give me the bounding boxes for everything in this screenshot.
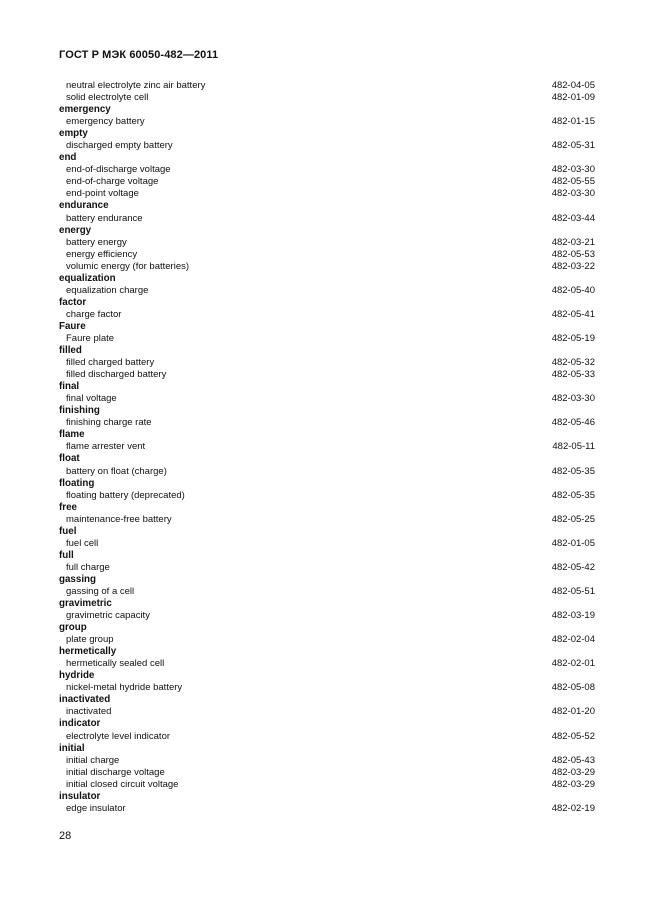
heading-term: factor [59,296,87,308]
index-entry [59,261,595,273]
index-entry [59,188,595,200]
heading-term: gravimetric [59,598,112,610]
entry-term: initial charge [66,754,120,766]
entry-reference-number: 482-03-30 [551,188,595,200]
heading-term: fuel [59,525,77,537]
index-entry [59,706,595,718]
heading-term: empty [59,128,88,140]
index-entry [59,779,595,791]
entry-term: plate group [66,634,114,646]
heading-term: initial [59,742,85,754]
entry-term: edge insulator [66,802,126,814]
index-heading [59,718,595,730]
index-heading [59,321,595,333]
index-entry [59,80,595,92]
entry-term: energy efficiency [66,248,138,260]
index-heading [59,429,595,441]
entry-reference-number: 482-03-21 [551,236,595,248]
entry-term: end-point voltage [66,188,139,200]
heading-term: free [59,501,77,513]
index-heading [59,152,595,164]
index-heading [59,405,595,417]
entry-term: emergency battery [66,116,145,128]
entry-reference-number: 482-03-22 [551,260,595,272]
index-heading [59,670,595,682]
entry-reference-number: 482-05-46 [551,417,595,429]
index-entry [59,586,595,598]
heading-term: emergency [59,104,111,116]
entry-term: final voltage [66,393,117,405]
heading-term: Faure [59,320,86,332]
entry-reference-number: 482-04-05 [551,80,595,91]
index-entry [59,393,595,405]
entry-reference-number: 482-05-32 [551,357,595,369]
index-heading [59,478,595,490]
index-entry [59,682,595,694]
heading-term: finishing [59,405,100,417]
entry-reference-number: 482-03-30 [551,164,595,176]
heading-term: float [59,453,80,465]
heading-term: inactivated [59,694,111,706]
index-entry [59,514,595,526]
entry-term: initial closed circuit voltage [66,778,179,790]
entry-term: equalization charge [66,284,149,296]
entry-term: Faure plate [66,332,115,344]
entry-reference-number: 482-03-29 [551,778,595,790]
entry-term: hermetically sealed cell [66,658,165,670]
index-heading [59,791,595,803]
term-index [59,80,595,815]
heading-term: full [59,549,74,561]
index-entry [59,309,595,321]
entry-term: inactivated [66,706,112,718]
heading-term: hermetically [59,646,117,658]
entry-term: finishing charge rate [66,417,152,429]
index-entry [59,116,595,128]
entry-reference-number: 482-01-15 [551,116,595,128]
entry-term: neutral electrolyte zinc air battery [66,80,206,91]
entry-reference-number: 482-02-19 [551,802,595,814]
index-entry [59,634,595,646]
index-heading [59,381,595,393]
entry-term: volumic energy (for batteries) [66,260,190,272]
entry-term: battery on float (charge) [66,465,167,477]
heading-term: group [59,622,87,634]
index-heading [59,273,595,285]
entry-term: filled charged battery [66,357,155,369]
index-heading [59,453,595,465]
index-heading [59,743,595,755]
heading-term: energy [59,224,92,236]
entry-term: discharged empty battery [66,140,173,152]
entry-reference-number: 482-05-08 [551,682,595,694]
entry-reference-number: 482-05-42 [551,561,595,573]
entry-reference-number: 482-05-51 [551,585,595,597]
index-entry [59,176,595,188]
entry-reference-number: 482-03-29 [551,766,595,778]
heading-term: equalization [59,272,116,284]
entry-reference-number: 482-05-35 [551,489,595,501]
index-entry [59,164,595,176]
index-entry [59,562,595,574]
index-entry [59,237,595,249]
page-number: 28 [59,830,72,842]
entry-reference-number: 482-01-09 [551,92,595,104]
entry-term: maintenance-free battery [66,513,172,525]
index-heading [59,502,595,514]
entry-reference-number: 482-05-25 [551,513,595,525]
index-entry [59,357,595,369]
index-entry [59,285,595,297]
entry-reference-number: 482-05-19 [551,332,595,344]
index-heading [59,200,595,212]
index-heading [59,574,595,586]
index-entry [59,610,595,622]
index-heading [59,550,595,562]
index-heading [59,128,595,140]
index-entry [59,466,595,478]
entry-reference-number: 482-03-44 [551,212,595,224]
index-entry [59,803,595,815]
entry-reference-number: 482-05-52 [551,730,595,742]
entry-reference-number: 482-05-41 [551,308,595,320]
entry-term: floating battery (deprecated) [66,489,185,501]
entry-reference-number: 482-01-05 [551,537,595,549]
entry-reference-number: 482-01-20 [551,706,595,718]
entry-term: gravimetric capacity [66,610,150,622]
entry-term: filled discharged battery [66,369,167,381]
index-entry [59,417,595,429]
entry-term: battery energy [66,236,127,248]
heading-term: floating [59,477,95,489]
index-entry [59,249,595,261]
heading-term: flame [59,429,85,441]
heading-term: filled [59,345,82,357]
heading-term: final [59,381,80,393]
entry-term: electrolyte level indicator [66,730,171,742]
index-entry [59,490,595,502]
index-heading [59,598,595,610]
entry-reference-number: 482-05-53 [551,248,595,260]
entry-term: flame arrester vent [66,441,146,453]
entry-reference-number: 482-02-04 [551,634,595,646]
entry-term: initial discharge voltage [66,766,165,778]
entry-term: gassing of a cell [66,585,135,597]
heading-term: end [59,152,77,164]
entry-reference-number: 482-05-43 [551,754,595,766]
entry-reference-number: 482-03-19 [551,610,595,622]
entry-term: battery endurance [66,212,143,224]
index-entry [59,333,595,345]
entry-reference-number: 482-05-55 [551,176,595,188]
entry-term: end-of-discharge voltage [66,164,171,176]
entry-term: end-of-charge voltage [66,176,159,188]
entry-term: solid electrolyte cell [66,92,149,104]
entry-reference-number: 482-05-31 [551,140,595,152]
index-entry [59,213,595,225]
entry-reference-number: 482-03-30 [551,393,595,405]
entry-term: nickel-metal hydride battery [66,682,183,694]
index-entry [59,92,595,104]
heading-term: indicator [59,718,101,730]
index-heading [59,526,595,538]
index-heading [59,622,595,634]
heading-term: insulator [59,790,101,802]
index-entry [59,755,595,767]
index-heading [59,297,595,309]
index-entry [59,731,595,743]
entry-reference-number: 482-02-01 [551,658,595,670]
entry-term: fuel cell [66,537,99,549]
index-heading [59,646,595,658]
index-entry [59,538,595,550]
entry-reference-number: 482-05-33 [551,369,595,381]
index-entry [59,658,595,670]
index-entry [59,441,595,453]
index-entry [59,140,595,152]
entry-reference-number: 482-05-35 [551,465,595,477]
heading-term: gassing [59,573,97,585]
index-heading [59,225,595,237]
heading-term: endurance [59,200,109,212]
entry-reference-number: 482-05-40 [551,284,595,296]
index-entry [59,767,595,779]
entry-term: full charge [66,561,110,573]
entry-reference-number: 482-05-11 [552,441,595,453]
index-heading [59,345,595,357]
entry-term: charge factor [66,308,122,320]
index-entry [59,369,595,381]
index-heading [59,694,595,706]
heading-term: hydride [59,670,95,682]
index-heading [59,104,595,116]
page-header: ГОСТ Р МЭК 60050-482—2011 [59,49,219,61]
